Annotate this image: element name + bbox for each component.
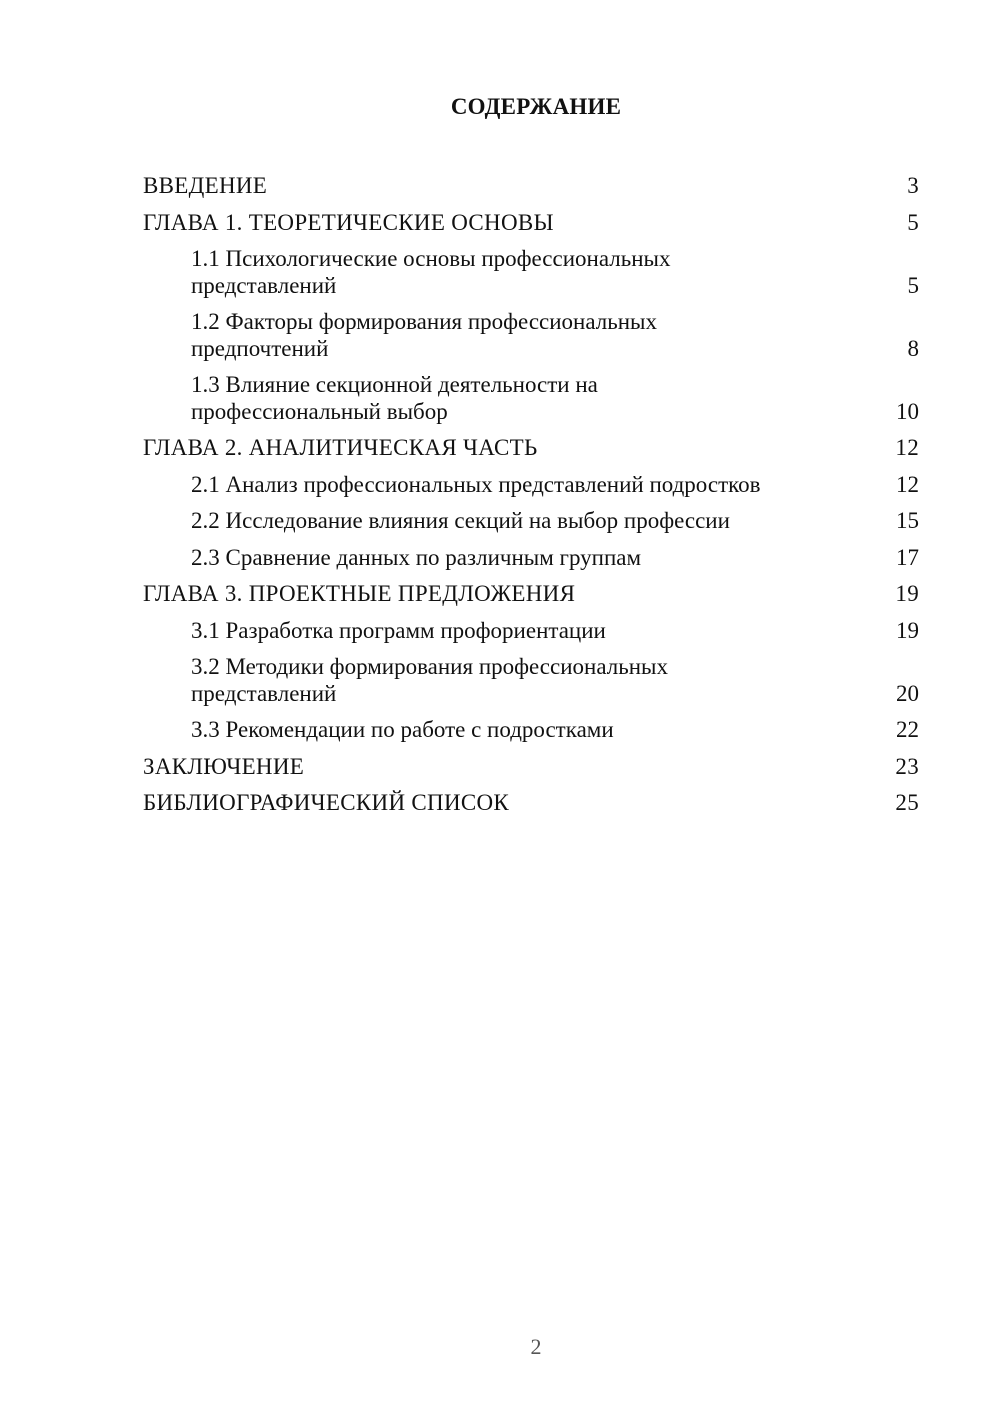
toc-entry-section-1-1[interactable]	[143, 241, 919, 304]
toc-entry-conclusion[interactable]	[143, 749, 919, 786]
toc-entry-text: 1.3 Влияние секционной деятельности на профессиональный выбор	[191, 372, 598, 424]
toc-entry-text: ГЛАВА 3. ПРОЕКТНЫЕ ПРЕДЛОЖЕНИЯ	[143, 581, 576, 606]
toc-entry-page: 3	[907, 173, 919, 198]
toc-entry-section-3-1[interactable]	[143, 613, 919, 650]
toc-entry-text: 3.2 Методики формирования профессиональных представлений	[191, 654, 668, 706]
toc-entry-section-2-2[interactable]	[143, 503, 919, 540]
toc-entry-section-3-2[interactable]	[143, 649, 919, 712]
toc-entry-text: ВВЕДЕНИЕ	[143, 173, 268, 198]
toc-entry-chapter-3[interactable]	[143, 576, 919, 613]
toc-entry-page: 15	[896, 508, 919, 533]
toc-entry-section-3-3[interactable]	[143, 712, 919, 749]
toc-entry-page: 22	[896, 717, 919, 742]
toc-entry-section-2-3[interactable]	[143, 540, 919, 577]
toc-entry-text: 2.3 Сравнение данных по различным группам	[191, 544, 642, 570]
table-of-contents	[143, 168, 919, 822]
toc-entry-page: 10	[896, 398, 919, 424]
toc-entry-page: 23	[895, 753, 919, 779]
toc-entry-text: 2.2 Исследование влияния секций на выбор профессии	[191, 508, 730, 533]
toc-entry-page: 25	[895, 790, 919, 815]
page-title: СОДЕРЖАНИЕ	[450, 94, 622, 119]
toc-entry-text: 1.1 Психологические основы профессиональных представлений	[191, 246, 671, 298]
toc-entry-text: ЗАКЛЮЧЕНИЕ	[143, 753, 305, 779]
toc-entry-text: 3.1 Разработка программ профориентации	[191, 617, 606, 643]
toc-entry-page: 12	[895, 435, 919, 460]
toc-entry-page: 5	[907, 272, 919, 298]
toc-entry-text: 1.2 Факторы формирования профессиональных предпочтений	[191, 309, 657, 361]
toc-entry-page: 19	[896, 617, 919, 643]
toc-entry-page: 19	[895, 581, 919, 606]
toc-entry-page: 5	[907, 209, 919, 235]
toc-entry-text: ГЛАВА 1. ТЕОРЕТИЧЕСКИЕ ОСНОВЫ	[143, 209, 554, 235]
toc-entry-chapter-1[interactable]	[143, 205, 919, 242]
toc-entry-page: 20	[896, 680, 919, 706]
toc-entry-page: 12	[896, 471, 919, 497]
toc-entry-chapter-2[interactable]	[143, 430, 919, 467]
toc-entry-section-1-3[interactable]	[143, 367, 919, 430]
toc-entry-introduction[interactable]	[143, 168, 919, 205]
page-number: 2	[530, 1334, 542, 1359]
toc-entry-text: 3.3 Рекомендации по работе с подростками	[191, 717, 614, 742]
toc-entry-text: ГЛАВА 2. АНАЛИТИЧЕСКАЯ ЧАСТЬ	[143, 435, 538, 460]
toc-entry-section-2-1[interactable]	[143, 467, 919, 504]
toc-entry-text: 2.1 Анализ профессиональных представлений подростков	[191, 471, 761, 497]
toc-entry-section-1-2[interactable]	[143, 304, 919, 367]
toc-entry-bibliography[interactable]	[143, 785, 919, 822]
toc-entry-page: 17	[896, 544, 919, 570]
toc-entry-page: 8	[907, 335, 919, 361]
toc-entry-text: БИБЛИОГРАФИЧЕСКИЙ СПИСОК	[143, 790, 510, 815]
